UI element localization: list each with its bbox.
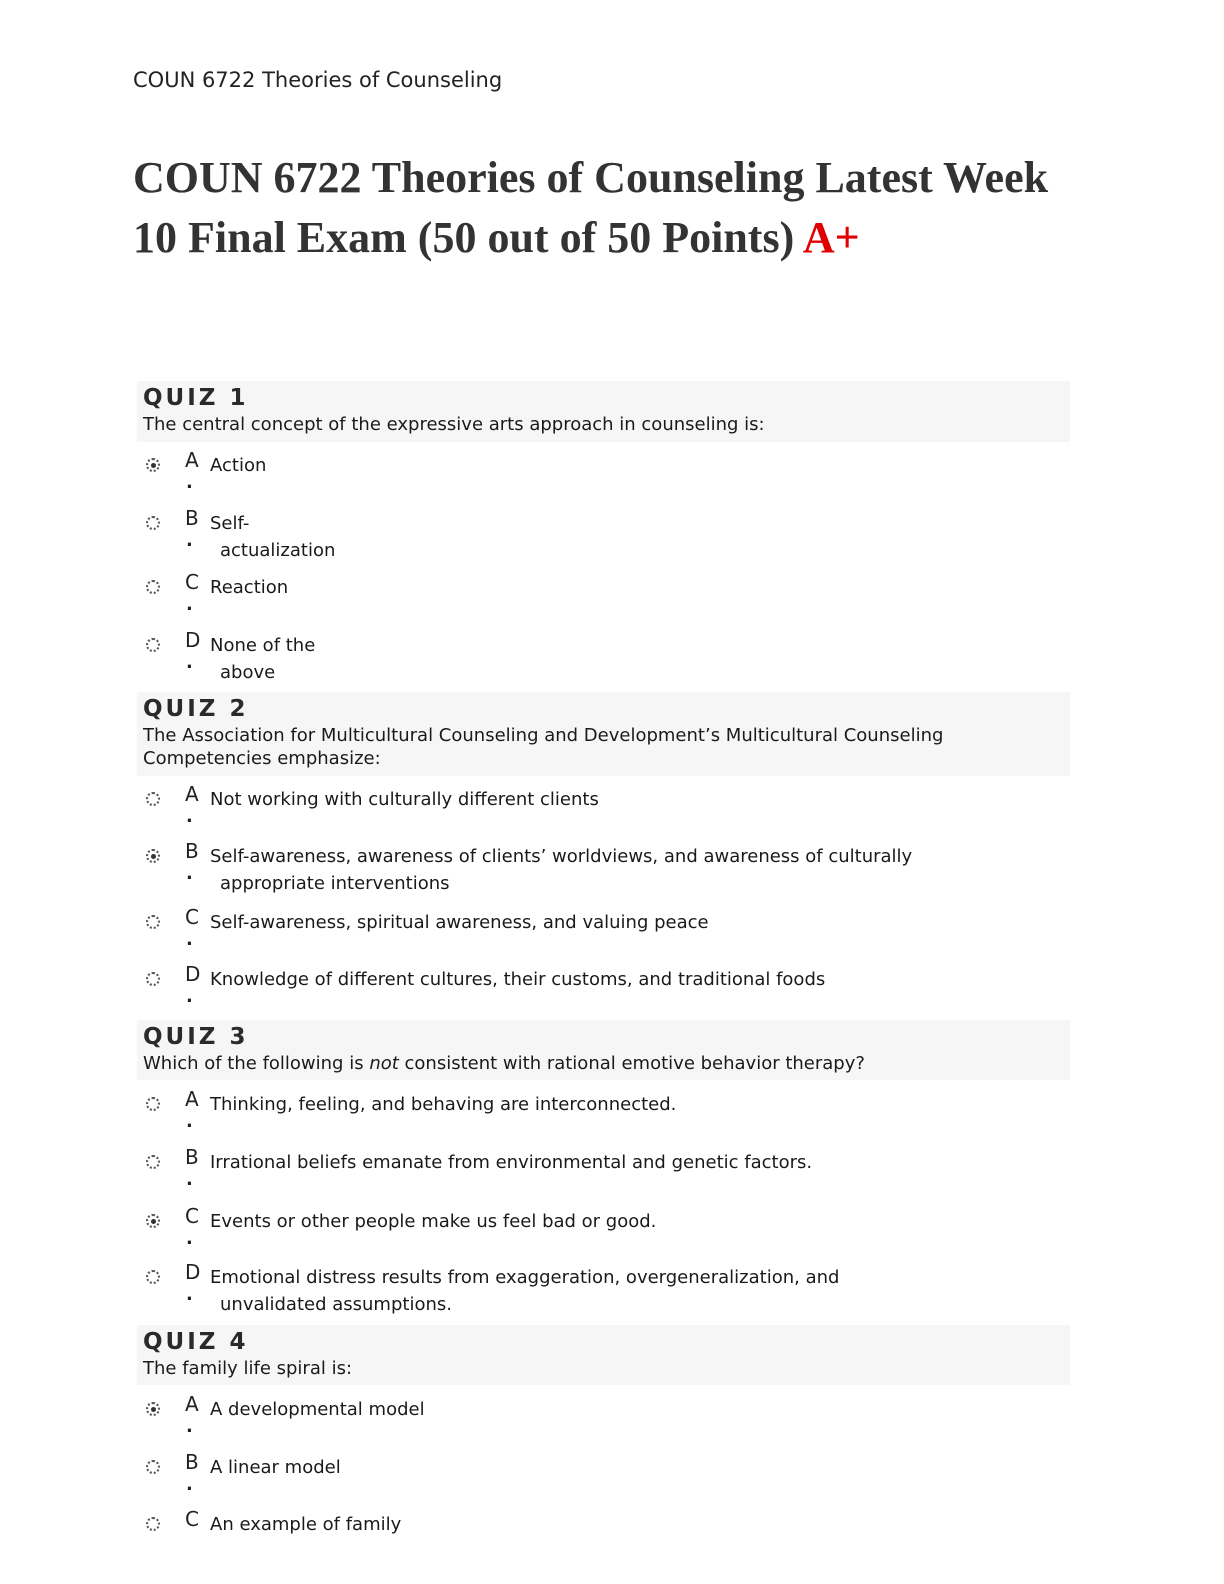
option-dot: .: [186, 1284, 193, 1305]
quiz-4-option-b[interactable]: [143, 1450, 1023, 1504]
quiz-3-header: [137, 1020, 1070, 1080]
radio-button-selected[interactable]: [146, 1214, 160, 1228]
running-header: COUN 6722 Theories of Counseling: [133, 68, 503, 92]
title-text: COUN 6722 Theories of Counseling Latest Week 10 Final Exam (50 out of 50 Points): [133, 153, 1049, 262]
quiz-2-option-a[interactable]: [143, 782, 1023, 836]
option-dot: .: [186, 652, 193, 673]
option-dot: .: [186, 929, 193, 950]
option-letter: A: [185, 782, 199, 806]
option-text: Irrational beliefs emanate from environmental and genetic factors.: [210, 1152, 813, 1173]
quiz-1-header: [137, 381, 1070, 442]
option-text: Action: [210, 455, 267, 476]
radio-button[interactable]: [146, 1097, 160, 1111]
quiz-question: Which of the following is not consistent with rational emotive behavior therapy?: [143, 1053, 865, 1074]
grade-badge: A+: [802, 213, 860, 262]
radio-button[interactable]: [146, 1460, 160, 1474]
option-dot: .: [186, 986, 193, 1007]
option-letter: B: [185, 839, 199, 863]
option-letter: C: [185, 570, 199, 594]
option-text: Emotional distress results from exaggeration, overgeneralization, and unvalidated assumptions.: [210, 1267, 840, 1315]
quiz-2-option-b[interactable]: [143, 839, 1023, 894]
option-text: None of the above: [210, 635, 316, 683]
option-dot: .: [186, 1228, 193, 1249]
quiz-3-option-c[interactable]: [143, 1204, 1023, 1258]
option-letter: C: [185, 1507, 199, 1531]
option-dot: .: [186, 1474, 193, 1495]
option-dot: .: [186, 863, 193, 884]
quiz-label: QUIZ 3: [143, 1024, 249, 1050]
option-dot: .: [186, 472, 193, 493]
radio-button[interactable]: [146, 1155, 160, 1169]
radio-button-selected[interactable]: [146, 849, 160, 863]
quiz-1-option-b[interactable]: [143, 506, 1023, 561]
radio-button[interactable]: [146, 915, 160, 929]
option-text: Events or other people make us feel bad or good.: [210, 1211, 657, 1232]
option-text: Knowledge of different cultures, their customs, and traditional foods: [210, 969, 826, 990]
quiz-1-option-a[interactable]: [143, 448, 1023, 502]
radio-button-selected[interactable]: [146, 1402, 160, 1416]
option-text: A developmental model: [210, 1399, 425, 1420]
quiz-1-option-c[interactable]: [143, 570, 1023, 624]
option-text: Self-awareness, awareness of clients’ worldviews, and awareness of culturally appropriate interventions: [210, 846, 913, 894]
quiz-4-option-c[interactable]: [143, 1507, 1023, 1551]
option-dot: .: [186, 806, 193, 827]
option-text: Self-awareness, spiritual awareness, and valuing peace: [210, 912, 709, 933]
option-letter: D: [185, 628, 201, 652]
option-text: A linear model: [210, 1457, 341, 1478]
quiz-label: QUIZ 2: [143, 696, 249, 722]
quiz-4-option-a[interactable]: [143, 1392, 1023, 1446]
option-letter: B: [185, 506, 199, 530]
radio-button[interactable]: [146, 516, 160, 530]
radio-button[interactable]: [146, 638, 160, 652]
quiz-label: QUIZ 1: [143, 385, 249, 411]
radio-button-selected[interactable]: [146, 458, 160, 472]
option-letter: C: [185, 1204, 199, 1228]
quiz-2-header: [137, 692, 1070, 776]
option-dot: .: [186, 1416, 193, 1437]
quiz-2-option-d[interactable]: [143, 962, 1023, 1016]
radio-button[interactable]: [146, 1517, 160, 1531]
quiz-3-option-a[interactable]: [143, 1087, 1023, 1141]
option-dot: .: [186, 594, 193, 615]
option-text: Thinking, feeling, and behaving are interconnected.: [210, 1094, 677, 1115]
option-letter: A: [185, 448, 199, 472]
quiz-3-option-d[interactable]: [143, 1260, 1023, 1315]
radio-button[interactable]: [146, 972, 160, 986]
quiz-label: QUIZ 4: [143, 1329, 249, 1355]
document-title: [133, 148, 1093, 268]
quiz-question: The family life spiral is:: [143, 1358, 353, 1379]
emphasis: not: [369, 1053, 399, 1074]
option-letter: D: [185, 962, 201, 986]
radio-button[interactable]: [146, 792, 160, 806]
quiz-question: The Association for Multicultural Counseling and Development’s Multicultural Counseling Competencies emphasize:: [143, 725, 944, 769]
option-text: Not working with culturally different clients: [210, 789, 599, 810]
option-text: Self- actualization: [210, 513, 336, 561]
option-letter: A: [185, 1087, 199, 1111]
radio-button[interactable]: [146, 580, 160, 594]
option-dot: .: [186, 530, 193, 551]
quiz-4-header: [137, 1325, 1070, 1385]
option-dot: .: [186, 1169, 193, 1190]
option-text: An example of family: [210, 1514, 402, 1535]
option-letter: B: [185, 1145, 199, 1169]
option-letter: A: [185, 1392, 199, 1416]
quiz-1-option-d[interactable]: [143, 628, 1023, 683]
option-letter: B: [185, 1450, 199, 1474]
radio-button[interactable]: [146, 1270, 160, 1284]
option-letter: D: [185, 1260, 201, 1284]
option-dot: .: [186, 1111, 193, 1132]
quiz-3-option-b[interactable]: [143, 1145, 1023, 1199]
option-letter: C: [185, 905, 199, 929]
quiz-2-option-c[interactable]: [143, 905, 1023, 959]
option-text: Reaction: [210, 577, 289, 598]
quiz-question: The central concept of the expressive arts approach in counseling is:: [143, 414, 765, 435]
